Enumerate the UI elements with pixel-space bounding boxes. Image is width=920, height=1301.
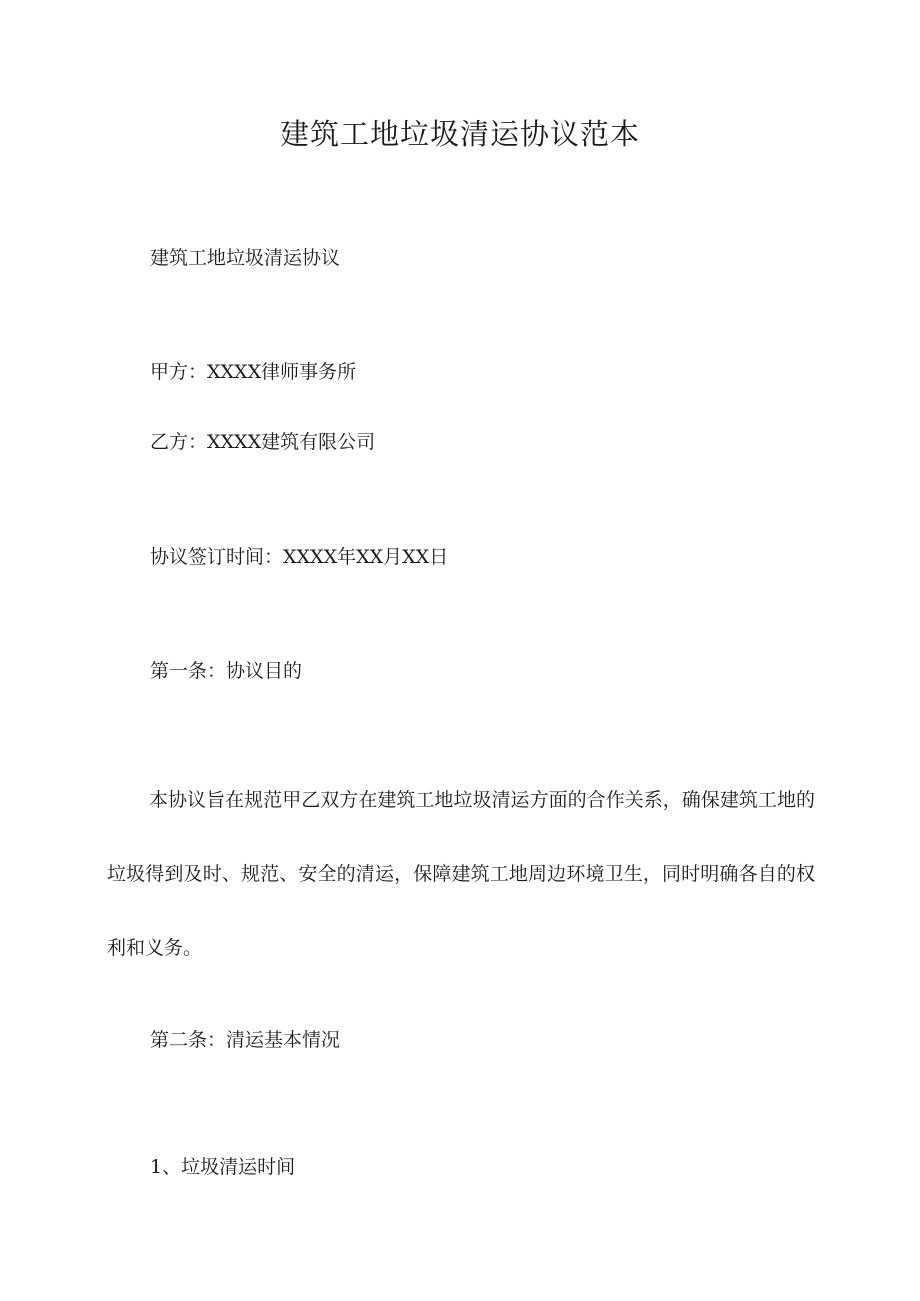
agreement-subtitle: 建筑工地垃圾清运协议 <box>150 247 341 269</box>
document-title: 建筑工地垃圾清运协议范本 <box>279 117 640 151</box>
party-a: 甲方：XXXX律师事务所 <box>150 361 357 383</box>
party-b: 乙方：XXXX建筑有限公司 <box>150 431 376 453</box>
signing-date: 协议签订时间：XXXX年XX月XX日 <box>150 546 449 568</box>
article-1-heading: 第一条：协议目的 <box>150 660 303 682</box>
article-2-item-1: 1、垃圾清运时间 <box>150 1156 296 1178</box>
article-2-heading: 第二条：清运基本情况 <box>150 1029 341 1051</box>
article-1-body: 本协议旨在规范甲乙双方在建筑工地垃圾清运方面的合作关系，确保建筑工地的垃圾得到及时、规范、安全的清运，保障建筑工地周边环境卫生，同时明确各自的权利和义务。 <box>107 789 815 959</box>
